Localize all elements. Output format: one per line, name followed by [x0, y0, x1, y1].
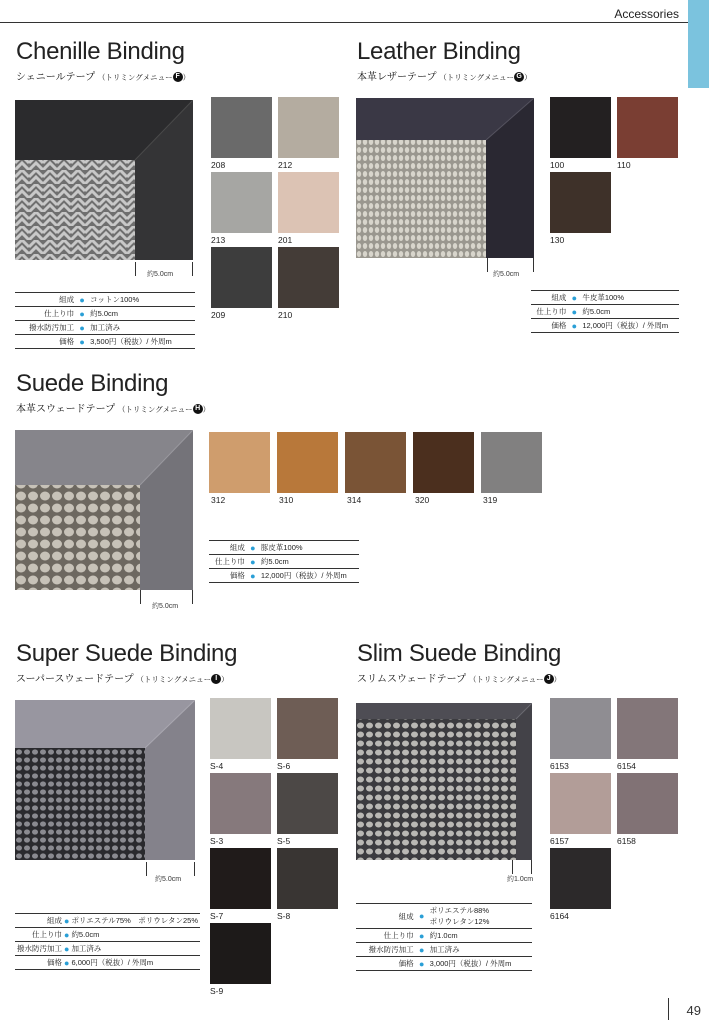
super-suede-width-marker: [146, 862, 147, 876]
bullet-icon: ●: [64, 943, 70, 954]
chenille-width-marker: [135, 262, 136, 276]
swatch-label: S-4: [210, 761, 224, 771]
swatch-label: 110: [617, 160, 631, 170]
slim-suede-subtitle-text: スリムスウェードテープ: [357, 674, 467, 685]
swatch-label: S-5: [277, 836, 291, 846]
spec-value: 約5.0cm: [88, 307, 195, 321]
chenille-rug-photo: [15, 100, 193, 260]
swatch-label: 210: [278, 310, 293, 320]
suede-width-marker: [140, 590, 141, 604]
slim-suede-width-marker-end: [531, 860, 532, 874]
swatch-label: 320: [415, 495, 430, 505]
spec-key: 撥水防汚加工: [15, 321, 76, 335]
suede-spec-table: [209, 540, 359, 583]
spec-value: 6,000円（税抜）/ 外周m: [69, 956, 200, 970]
spec-value: 牛皮革100%: [580, 291, 679, 305]
spec-key: 撥水防汚加工: [15, 942, 64, 956]
swatch-label: 312: [211, 495, 226, 505]
spec-key: 組成: [15, 914, 64, 928]
spec-value: 加工済み: [428, 943, 532, 957]
spec-key: 組成: [15, 293, 76, 307]
leather-width-note: 約5.0cm: [493, 271, 520, 278]
suede-width-marker-end: [192, 590, 193, 604]
swatch-319[interactable]: [481, 432, 542, 493]
swatch-213[interactable]: [211, 172, 272, 233]
spec-value-line: ポリウレタン12%: [429, 917, 490, 926]
spec-key: 仕上り巾: [15, 928, 64, 942]
spec-key: 価格: [15, 956, 64, 970]
bullet-icon: ●: [568, 291, 580, 305]
bullet-icon: ●: [64, 929, 70, 940]
spec-value: 豚皮革100%: [259, 541, 359, 555]
swatch-209[interactable]: [211, 247, 272, 308]
swatch-s-7[interactable]: [210, 848, 271, 909]
swatch-label: 310: [279, 495, 294, 505]
swatch-210[interactable]: [278, 247, 339, 308]
spec-value: 約5.0cm: [259, 555, 359, 569]
slim-suede-width-note: 約1.0cm: [507, 876, 534, 883]
super-suede-rug-photo: [15, 700, 195, 860]
spec-key: 価格: [531, 319, 568, 333]
spec-value: コットン100%: [88, 293, 195, 307]
slim-suede-spec-table: [356, 903, 532, 971]
suede-menu-badge: H: [193, 404, 203, 414]
spec-value: 加工済み: [69, 942, 200, 956]
spec-value: 約5.0cm: [580, 305, 679, 319]
leather-width-marker: [487, 258, 488, 272]
spec-value-line: ポリエステル88%: [429, 906, 489, 915]
super-suede-subtitle-text: スーパースウェードテープ: [16, 674, 134, 685]
header-accent-tab: [688, 0, 709, 88]
swatch-label: S-3: [210, 836, 224, 846]
swatch-label: 6164: [550, 911, 569, 921]
spec-key: 仕上り巾: [15, 307, 76, 321]
slim-suede-menu-badge: J: [544, 674, 554, 684]
suede-width-note: 約5.0cm: [152, 603, 179, 610]
swatch-110[interactable]: [617, 97, 678, 158]
bullet-icon: ●: [247, 569, 259, 583]
leather-title: Leather Binding: [357, 38, 521, 65]
swatch-212[interactable]: [278, 97, 339, 158]
spec-value: ポリエステル75% ポリウレタン25%: [69, 914, 200, 928]
swatch-6157[interactable]: [550, 773, 611, 834]
spec-value: 12,000円（税抜）/ 外周m: [259, 569, 359, 583]
bullet-icon: ●: [76, 335, 88, 349]
suede-title: Suede Binding: [16, 370, 169, 397]
spec-key: 仕上り巾: [209, 555, 247, 569]
page-number-rule: [668, 998, 669, 1020]
swatch-label: 209: [211, 310, 226, 320]
swatch-s-5[interactable]: [277, 773, 338, 834]
bullet-icon: ●: [568, 319, 580, 333]
bullet-icon: ●: [76, 307, 88, 321]
swatch-208[interactable]: [211, 97, 272, 158]
swatch-100[interactable]: [550, 97, 611, 158]
swatch-s-9[interactable]: [210, 923, 271, 984]
slim-suede-menu-text: （トリミングメニュー: [468, 675, 544, 684]
swatch-310[interactable]: [277, 432, 338, 493]
chenille-width-note: 約5.0cm: [147, 271, 174, 278]
spec-key: 撥水防汚加工: [356, 943, 416, 957]
swatch-s-3[interactable]: [210, 773, 271, 834]
swatch-6154[interactable]: [617, 698, 678, 759]
swatch-label: 314: [347, 495, 362, 505]
swatch-s-8[interactable]: [277, 848, 338, 909]
swatch-label: 213: [211, 235, 226, 245]
chenille-subtitle: [16, 68, 190, 83]
spec-key: 仕上り巾: [531, 305, 568, 319]
header-label: Accessories: [614, 7, 679, 21]
swatch-label: 6153: [550, 761, 569, 771]
swatch-label: S-6: [277, 761, 291, 771]
swatch-label: S-8: [277, 911, 291, 921]
bullet-icon: ●: [76, 321, 88, 335]
swatch-label: 212: [278, 160, 293, 170]
swatch-label: 100: [550, 160, 565, 170]
swatch-312[interactable]: [209, 432, 270, 493]
leather-width-marker-end: [533, 258, 534, 272]
slim-suede-subtitle: [357, 670, 561, 685]
swatch-label: S-7: [210, 911, 224, 921]
swatch-label: 208: [211, 160, 226, 170]
spec-value: 約1.0cm: [428, 929, 532, 943]
bullet-icon: ●: [247, 541, 259, 555]
spec-key: 価格: [209, 569, 247, 583]
spec-value: 約5.0cm: [69, 928, 200, 942]
swatch-label: S-9: [210, 986, 224, 996]
bullet-icon: ●: [416, 904, 428, 929]
slim-suede-rug-photo: [356, 703, 532, 860]
spec-key: 組成: [356, 904, 416, 929]
spec-key: 仕上り巾: [356, 929, 416, 943]
bullet-icon: ●: [416, 943, 428, 957]
swatch-201[interactable]: [278, 172, 339, 233]
super-suede-title: Super Suede Binding: [16, 640, 238, 667]
spec-key: 価格: [356, 957, 416, 971]
spec-value: 3,500円（税抜）/ 外周m: [88, 335, 195, 349]
leather-rug-photo: [356, 98, 534, 258]
super-suede-menu-badge: I: [211, 674, 221, 684]
header-rule: [0, 22, 688, 23]
suede-menu-text: （トリミングメニュー: [117, 405, 193, 414]
slim-suede-menu-close: ）: [553, 675, 562, 684]
chenille-title: Chenille Binding: [16, 38, 185, 65]
swatch-320[interactable]: [413, 432, 474, 493]
chenille-width-marker-end: [192, 262, 193, 276]
swatch-label: 6154: [617, 761, 636, 771]
swatch-label: 201: [278, 235, 293, 245]
spec-value: 12,000円（税抜）/ 外周m: [580, 319, 679, 333]
leather-subtitle: [357, 68, 532, 83]
swatch-6153[interactable]: [550, 698, 611, 759]
super-suede-menu-text: （トリミングメニュー: [136, 675, 212, 684]
swatch-6164[interactable]: [550, 848, 611, 909]
super-suede-width-note: 約5.0cm: [155, 876, 182, 883]
spec-value: [428, 904, 532, 929]
suede-subtitle: [16, 400, 210, 415]
super-suede-spec-table: [15, 913, 200, 970]
super-suede-width-marker-end: [194, 862, 195, 876]
spec-value: 3,000円（税抜）/ 外周m: [428, 957, 532, 971]
leather-subtitle-text: 本革レザーテープ: [357, 72, 437, 83]
bullet-icon: ●: [64, 915, 70, 926]
bullet-icon: ●: [416, 929, 428, 943]
spec-key: 組成: [209, 541, 247, 555]
suede-rug-photo: [15, 430, 193, 590]
bullet-icon: ●: [247, 555, 259, 569]
swatch-s-6[interactable]: [277, 698, 338, 759]
leather-spec-table: [531, 290, 679, 333]
super-suede-menu-close: ）: [221, 675, 229, 684]
spec-key: 組成: [531, 291, 568, 305]
bullet-icon: ●: [64, 957, 70, 968]
leather-menu-badge: G: [514, 72, 524, 82]
swatch-label: 6158: [617, 836, 636, 846]
swatch-130[interactable]: [550, 172, 611, 233]
suede-menu-close: ）: [202, 405, 211, 414]
swatch-label: 130: [550, 235, 565, 245]
slim-suede-title: Slim Suede Binding: [357, 640, 562, 667]
bullet-icon: ●: [76, 293, 88, 307]
slim-suede-width-marker: [512, 860, 513, 874]
swatch-6158[interactable]: [617, 773, 678, 834]
chenille-subtitle-text: シェニールテープ: [16, 72, 96, 83]
swatch-label: 319: [483, 495, 498, 505]
swatch-314[interactable]: [345, 432, 406, 493]
bullet-icon: ●: [568, 305, 580, 319]
chenille-menu-badge: F: [173, 72, 183, 82]
bullet-icon: ●: [416, 957, 428, 971]
swatch-label: 6157: [550, 836, 569, 846]
spec-key: 価格: [15, 335, 76, 349]
swatch-s-4[interactable]: [210, 698, 271, 759]
chenille-menu-text: （トリミングメニュー: [97, 73, 173, 82]
super-suede-subtitle: [16, 670, 229, 685]
chenille-spec-table: [15, 292, 195, 349]
suede-subtitle-text: 本革スウェードテープ: [16, 404, 116, 415]
leather-menu-close: ）: [524, 73, 532, 82]
page-number: 49: [686, 1003, 701, 1018]
spec-value: 加工済み: [88, 321, 195, 335]
chenille-menu-close: ）: [182, 73, 191, 82]
leather-menu-text: （トリミングメニュー: [439, 73, 515, 82]
